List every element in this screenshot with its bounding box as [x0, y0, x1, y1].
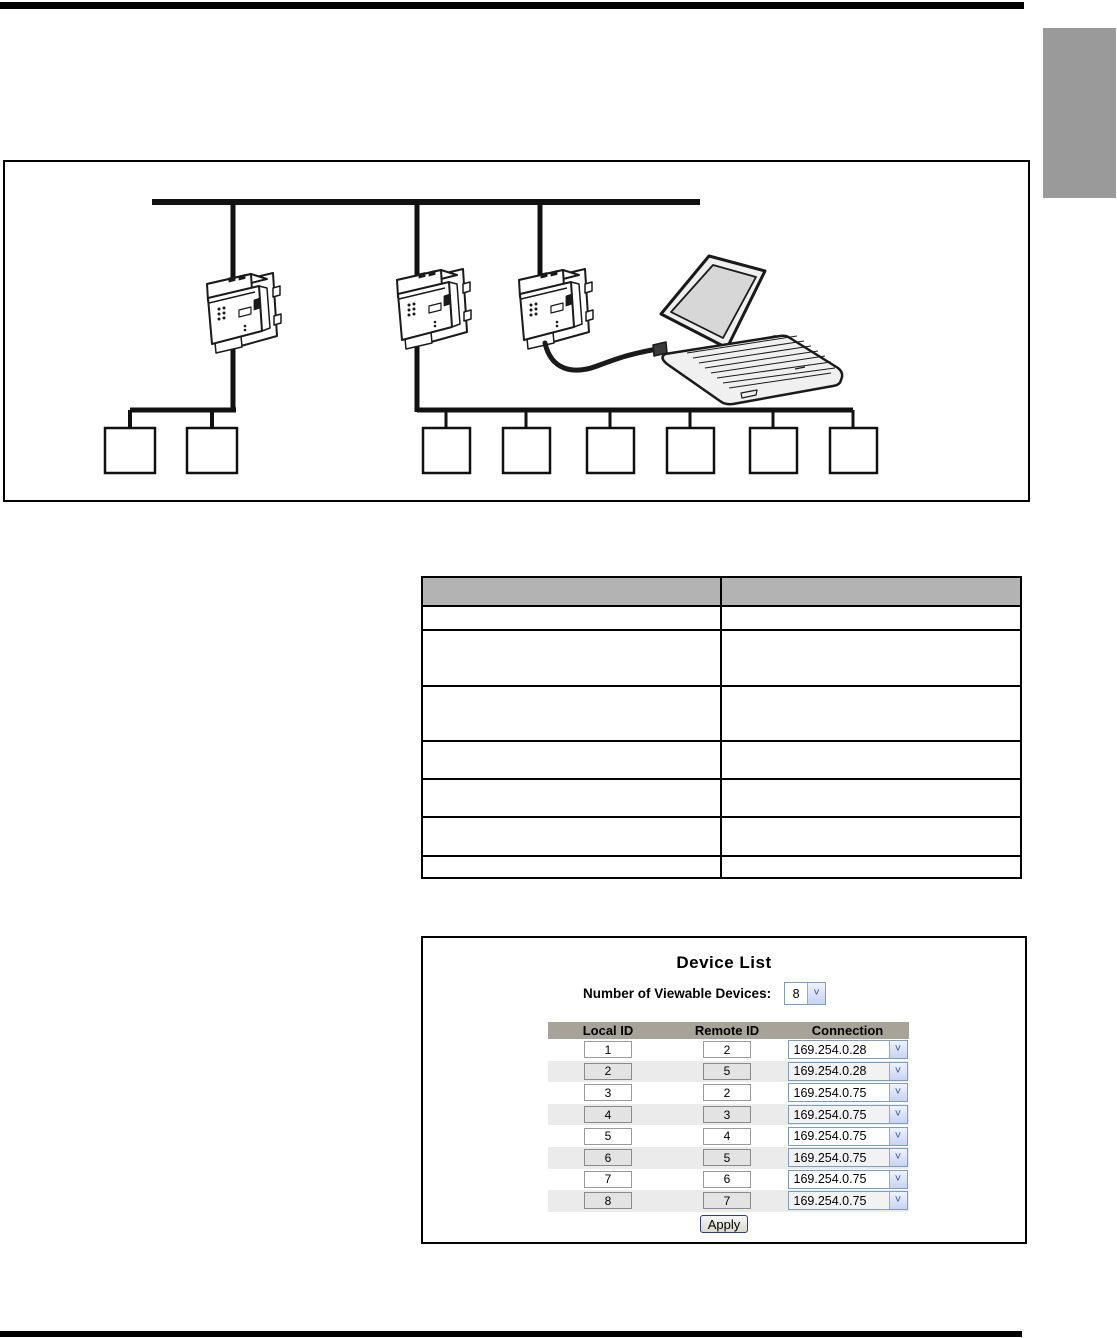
device-row [548, 1082, 909, 1104]
spec-table-row [423, 818, 1020, 857]
connection-select[interactable] [788, 1148, 908, 1167]
top-rule [0, 2, 1024, 9]
device-row [548, 1190, 909, 1212]
local-id-input[interactable] [584, 1084, 632, 1101]
local-id-input[interactable] [584, 1171, 632, 1188]
device-node-boxes [105, 428, 877, 473]
viewable-devices-value: 8 [792, 986, 800, 1001]
chevron-down-icon: ˅ [807, 983, 825, 1004]
local-id-input[interactable] [584, 1128, 632, 1145]
connection-value: 169.254.0.28 [793, 1064, 867, 1079]
device-row [548, 1104, 909, 1126]
device-row [548, 1039, 909, 1061]
connection-value: 169.254.0.75 [793, 1150, 867, 1165]
connection-value: 169.254.0.75 [793, 1107, 867, 1122]
connection-select[interactable] [788, 1170, 908, 1189]
spec-table-row [423, 631, 1020, 687]
laptop-icon [653, 256, 842, 404]
remote-id-input[interactable] [703, 1084, 751, 1101]
device-row [548, 1125, 909, 1147]
device-table [548, 1022, 909, 1212]
remote-id-input[interactable] [703, 1106, 751, 1123]
device-row [548, 1061, 909, 1083]
device-row [548, 1147, 909, 1169]
connection-select[interactable] [788, 1040, 908, 1059]
local-id-input[interactable] [584, 1041, 632, 1058]
spec-table-row [423, 780, 1020, 818]
network-diagram-svg [5, 162, 1028, 500]
connection-select[interactable] [788, 1083, 908, 1102]
local-id-input[interactable] [584, 1063, 632, 1080]
chevron-down-icon: ˅ [889, 1128, 907, 1145]
cable-line [545, 343, 652, 370]
viewable-devices-label: Number of Viewable Devices: [583, 986, 772, 1001]
connection-value: 169.254.0.75 [793, 1085, 867, 1100]
spec-table-row [423, 687, 1020, 742]
connection-value: 169.254.0.75 [793, 1129, 867, 1144]
chevron-down-icon: ˅ [889, 1149, 907, 1166]
apply-row [423, 1215, 1025, 1234]
spec-table [421, 576, 1022, 879]
connection-select[interactable] [788, 1191, 908, 1210]
bottom-rule [0, 1331, 1022, 1337]
column-header-connection: Connection [811, 1023, 884, 1038]
chevron-down-icon: ˅ [889, 1063, 907, 1080]
column-header-remote-id: Remote ID [694, 1023, 760, 1038]
remote-id-input[interactable] [703, 1171, 751, 1188]
network-diagram-frame [3, 160, 1030, 502]
chevron-down-icon: ˅ [889, 1192, 907, 1209]
connection-value: 169.254.0.28 [793, 1042, 867, 1057]
connection-value: 169.254.0.75 [793, 1172, 867, 1187]
connection-select[interactable] [788, 1105, 908, 1124]
spec-table-row [423, 742, 1020, 780]
chevron-down-icon: ˅ [889, 1041, 907, 1058]
local-id-input[interactable] [584, 1149, 632, 1166]
local-id-input[interactable] [584, 1192, 632, 1209]
local-id-input[interactable] [584, 1106, 632, 1123]
remote-id-input[interactable] [703, 1192, 751, 1209]
chevron-down-icon: ˅ [889, 1171, 907, 1188]
column-header-local-id: Local ID [582, 1023, 634, 1038]
remote-id-input[interactable] [703, 1041, 751, 1058]
spec-table-row [423, 857, 1020, 877]
connection-value: 169.254.0.75 [793, 1193, 867, 1208]
din-module-icon [207, 273, 281, 353]
viewable-devices-row [583, 982, 826, 1005]
connection-select[interactable] [788, 1127, 908, 1146]
remote-id-input[interactable] [703, 1128, 751, 1145]
din-module-icon [519, 269, 593, 349]
apply-button[interactable]: Apply [700, 1215, 749, 1233]
remote-id-input[interactable] [703, 1063, 751, 1080]
spec-table-row [423, 607, 1020, 631]
chevron-down-icon: ˅ [889, 1084, 907, 1101]
device-table-header [548, 1022, 909, 1039]
device-list-title: Device List [676, 953, 772, 972]
device-list-panel [421, 936, 1027, 1244]
section-tab [1043, 28, 1116, 198]
din-module-icon [397, 269, 471, 349]
chevron-down-icon: ˅ [889, 1106, 907, 1123]
connection-select[interactable] [788, 1062, 908, 1081]
spec-table-header-row [423, 578, 1020, 607]
device-row [548, 1169, 909, 1191]
viewable-devices-select[interactable] [784, 982, 826, 1005]
remote-id-input[interactable] [703, 1149, 751, 1166]
